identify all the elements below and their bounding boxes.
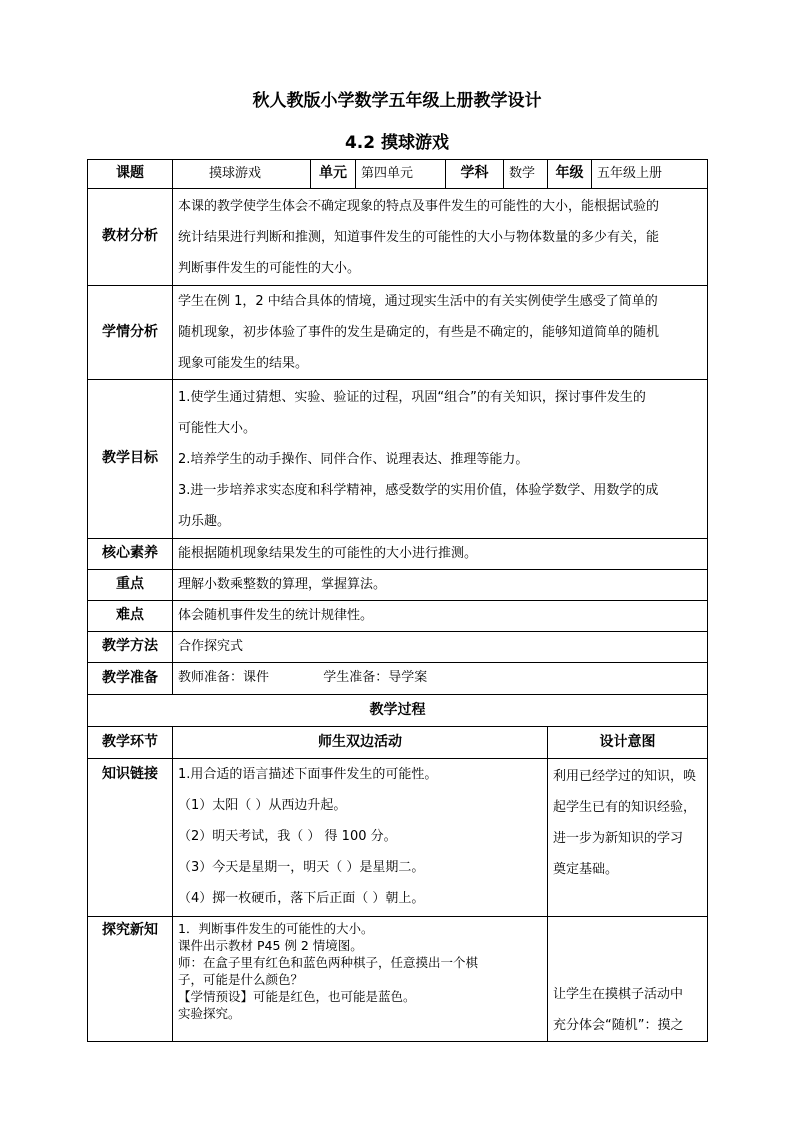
column-intent: 设计意图 <box>548 727 708 759</box>
explore-new-line: 子，可能是什么颜色？ <box>178 972 304 987</box>
material-analysis-line: 本课的教学使学生体会不确定现象的特点及事件发生的可能性的大小，能根据试验的 <box>178 198 660 214</box>
difficulty-label: 难点 <box>88 601 173 632</box>
grade-label: 年级 <box>548 160 592 189</box>
explore-new-intent <box>548 917 708 1042</box>
teaching-goals-label: 教学目标 <box>88 380 173 539</box>
teaching-preparation-value <box>173 663 708 695</box>
core-literacy-label: 核心素养 <box>88 539 173 570</box>
knowledge-link-line: （4）掷一枚硬币，落下后正面（ ）朝上。 <box>178 891 425 906</box>
explore-new-line: 实验探究。 <box>178 1006 241 1021</box>
column-stage: 教学环节 <box>88 727 173 759</box>
key-point-label: 重点 <box>88 570 173 601</box>
learner-analysis-line: 学生在例 1，2 中结合具体的情境，通过现实生活中的有关实例使学生感受了简单的 <box>178 294 658 309</box>
teaching-preparation-label: 教学准备 <box>88 663 173 695</box>
knowledge-link-line: （2）明天考试，我（ ） 得 100 分。 <box>178 829 397 844</box>
explore-new-intent-line: 充分体会“随机”：摸之 <box>553 1018 684 1033</box>
material-analysis-label: 教材分析 <box>88 189 173 286</box>
knowledge-link-content <box>173 759 548 917</box>
explore-new-line: 1．判断事件发生的可能性的大小。 <box>178 921 374 936</box>
knowledge-link-row <box>88 759 708 917</box>
explore-new-intent-line: 让学生在摸棋子活动中 <box>553 987 684 1002</box>
learner-analysis-line: 现象可能发生的结果。 <box>178 356 309 371</box>
learner-analysis-label: 学情分析 <box>88 286 173 380</box>
knowledge-link-line: 1.用合适的语言描述下面事件发生的可能性。 <box>178 767 438 782</box>
process-header: 教学过程 <box>88 695 708 727</box>
learner-analysis-content <box>173 286 708 380</box>
explore-new-label: 探究新知 <box>88 917 173 1042</box>
knowledge-link-line: （1）太阳（ ）从西边升起。 <box>178 798 347 813</box>
column-activity: 师生双边活动 <box>173 727 548 759</box>
key-point-value: 理解小数乘整数的算理，掌握算法。 <box>173 570 708 601</box>
core-literacy-value: 能根据随机现象结果发生的可能性的大小进行推测。 <box>173 539 708 570</box>
student-preparation: 学生准备：导学案 <box>323 670 428 686</box>
knowledge-link-intent-line: 起学生已有的知识经验， <box>553 800 697 815</box>
core-literacy-row <box>88 539 708 570</box>
knowledge-link-intent-line: 利用已经学过的知识，唤 <box>553 769 697 784</box>
explore-new-line: 师：在盒子里有红色和蓝色两种棋子，任意摸出一个棋 <box>178 955 479 970</box>
knowledge-link-intent <box>548 759 708 917</box>
teaching-goal-line: 3.进一步培养求实态度和科学精神，感受数学的实用价值，体验学数学、用数学的成 <box>178 482 659 498</box>
difficulty-row <box>88 601 708 632</box>
knowledge-link-line: （3）今天是星期一，明天（ ）是星期二。 <box>178 860 425 875</box>
lesson-plan-table <box>87 159 708 1042</box>
difficulty-value: 体会随机事件发生的统计规律性。 <box>173 601 708 632</box>
material-analysis-row <box>88 189 708 286</box>
learner-analysis-row <box>88 286 708 380</box>
teaching-goal-line: 可能性大小。 <box>178 420 257 436</box>
teaching-goal-line: 1.使学生通过猜想、实验、验证的过程，巩固“组合”的有关知识，探讨事件发生的 <box>178 389 646 405</box>
teaching-goal-line: 功乐趣。 <box>178 513 231 529</box>
knowledge-link-intent-line: 进一步为新知识的学习 <box>553 831 684 846</box>
material-analysis-line: 判断事件发生的可能性的大小。 <box>178 260 361 276</box>
teaching-goals-row <box>88 380 708 539</box>
explore-new-content <box>173 917 548 1042</box>
explore-new-line: 【学情预设】可能是红色，也可能是蓝色。 <box>178 989 416 1004</box>
teacher-preparation: 教师准备：课件 <box>178 670 270 686</box>
teaching-method-row <box>88 632 708 663</box>
explore-new-row <box>88 917 708 1042</box>
knowledge-link-intent-line: 奠定基础。 <box>553 862 619 877</box>
teaching-method-value: 合作探究式 <box>173 632 708 663</box>
topic-value: 摸球游戏 <box>173 160 311 189</box>
teaching-goal-line: 2.培养学生的动手操作、同伴合作、说理表达、推理等能力。 <box>178 451 529 467</box>
key-point-row <box>88 570 708 601</box>
teaching-method-label: 教学方法 <box>88 632 173 663</box>
material-analysis-line: 统计结果进行判断和推测，知道事件发生的可能性的大小与物体数量的多少有关，能 <box>178 229 660 245</box>
knowledge-link-label: 知识链接 <box>88 759 173 917</box>
unit-value: 第四单元 <box>356 160 446 189</box>
explore-new-line: 课件出示教材 P45 例 2 情境图。 <box>178 938 363 953</box>
process-header-row <box>88 695 708 727</box>
subject-value: 数学 <box>504 160 548 189</box>
material-analysis-content <box>173 189 708 286</box>
teaching-preparation-row <box>88 663 708 695</box>
learner-analysis-line: 随机现象，初步体验了事件的发生是确定的，有些是不确定的，能够知道简单的随机 <box>178 325 660 340</box>
teaching-goals-content <box>173 380 708 539</box>
info-row <box>88 160 708 189</box>
lesson-title: 4.2 摸球游戏 <box>344 133 450 153</box>
process-columns-row <box>88 727 708 759</box>
document-title: 秋人教版小学数学五年级上册教学设计 <box>252 91 542 111</box>
subject-label: 学科 <box>446 160 504 189</box>
unit-label: 单元 <box>311 160 356 189</box>
grade-value: 五年级上册 <box>592 160 708 189</box>
topic-label: 课题 <box>88 160 173 189</box>
